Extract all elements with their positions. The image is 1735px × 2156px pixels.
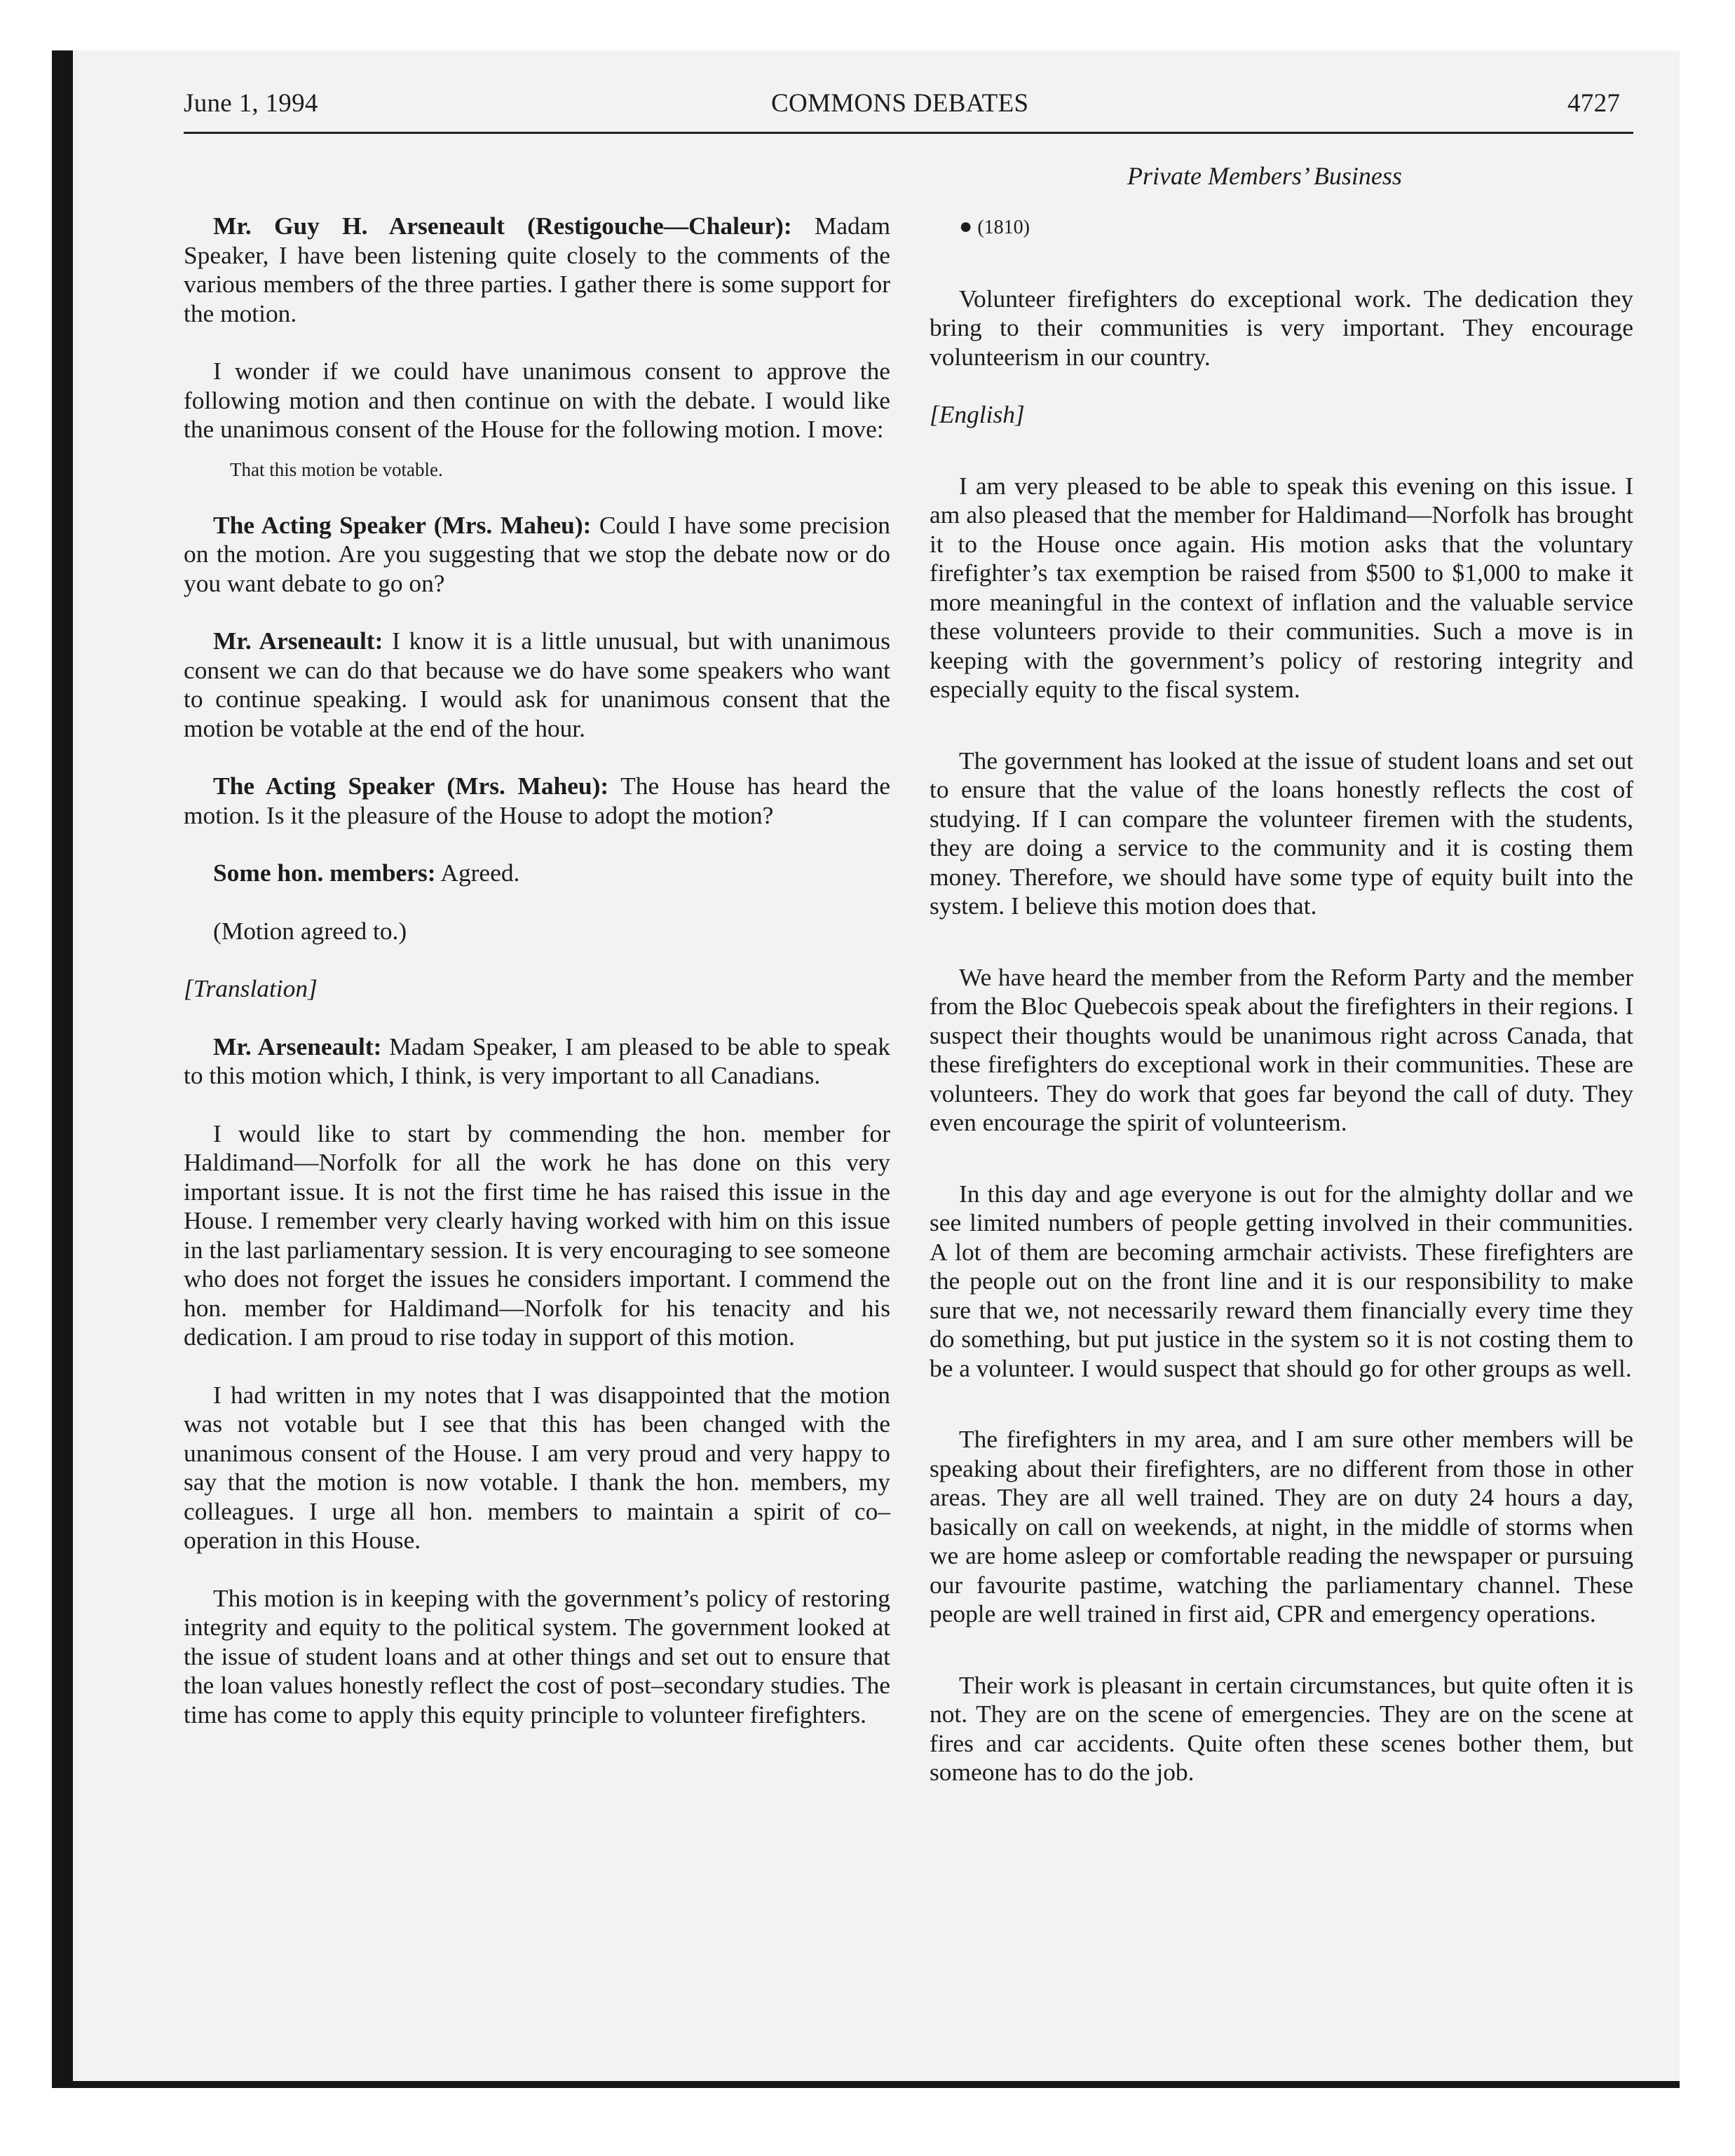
paragraph: Mr. Guy H. Arseneault (Restigouche—Chaleur): Madam Speaker, I have been listening quite closely to the comments of the various members of the three parties. I gather there is some support for the motion. (184, 212, 890, 327)
header-title: COMMONS DEBATES (771, 89, 1029, 118)
paragraph: I had written in my notes that I was disappointed that the motion was not votable but I see that this has been changed with the unanimous consent of the House. I am very proud and very happy to say that the motion is now votable. I thank the hon. members, my colleagues. I urge all hon. members to maintain a spirit of co–operation in this House. (184, 1380, 890, 1554)
paragraph: Mr. Arseneault: I know it is a little unusual, but with unanimous consent we can do that because we do have some speakers who want to continue speaking. I would ask for unanimous consent that the motion be votable at the end of the hour. (184, 627, 890, 742)
language-note: [English] (930, 400, 1025, 428)
speaker-name: Mr. Arseneault: (213, 1032, 382, 1060)
paragraph: I would like to start by commending the hon. member for Haldimand—Norfolk for all the work he has done on this very important issue. It is not the first time he has raised this issue in the House. I remember very clearly having worked with him on this issue in the last parliamentary session. It is very encouraging to see someone who does not forget the issues he considers important. I commend the hon. member for Haldimand—Norfolk for his tenacity and his dedication. I am proud to rise today in support of this motion. (184, 1119, 890, 1351)
paragraph: I am very pleased to be able to speak this evening on this issue. I am also pleased that the member for Haldimand—Norfolk has brought it to the House once again. His motion asks that the voluntary firefighter’s tax exemption be raised from $500 to $1,000 to make it more meaningful in the context of inflation and the valuable service these volunteers provide to their communities. Such a move is in keeping with the government’s policy of restoring integrity and especially equity to the fiscal system. (930, 471, 1633, 703)
paragraph: (Motion agreed to.) (213, 916, 407, 945)
paragraph: The government has looked at the issue of student loans and set out to ensure that the value of the loans honestly reflects the cost of studying. If I can compare the volunteer firemen with the students, they are doing a service to the community and it is costing them money. Therefore, we should have some type of equity built into the system. I believe this motion does that. (930, 746, 1633, 920)
speaker-name: Mr. Arseneault: (213, 627, 383, 655)
paragraph: Their work is pleasant in certain circumstances, but quite often it is not. They are on the scene of emergencies. They are on the scene at fires and car accidents. Quite often these scenes bother them, but someone has to do the job. (930, 1670, 1633, 1786)
paragraph: Some hon. members: Agreed. (213, 859, 520, 887)
speaker-name: Mr. Guy H. Arseneault (Restigouche—Chaleur): (213, 212, 792, 240)
page-number: 4727 (1567, 89, 1621, 118)
scan-edge-shadow-bottom (52, 2081, 1680, 2088)
time-marker: ● (1810) (959, 213, 1030, 238)
speaker-name: Some hon. members: (213, 859, 436, 887)
paragraph: We have heard the member from the Reform Party and the member from the Bloc Quebecois speak about the firefighters in their regions. I suspect their thoughts would be unanimous right across Canada, that these firefighters do exceptional work in their communities. These are volunteers. They do work that goes far beyond the call of duty. They even encourage the spirit of volunteerism. (930, 962, 1633, 1136)
paragraph: I wonder if we could have unanimous consent to approve the following motion and then continue on with the debate. I would like the unanimous consent of the House for the following motion. I move: (184, 357, 890, 443)
speaker-name: The Acting Speaker (Mrs. Maheu): (213, 510, 592, 539)
bullet-icon: ● (959, 213, 973, 238)
language-note: [Translation] (184, 974, 318, 1002)
speaker-name: The Acting Speaker (Mrs. Maheu): (213, 772, 609, 800)
paragraph: Mr. Arseneault: Madam Speaker, I am pleased to be able to speak to this motion which, I think, is very important to all Canadians. (184, 1032, 890, 1089)
scan-edge-shadow-left (52, 50, 73, 2088)
paragraph: Volunteer firefighters do exceptional work. The dedication they bring to their communities is very important. They encourage volunteerism in our country. (930, 284, 1633, 371)
header-rule (184, 132, 1633, 134)
paragraph: This motion is in keeping with the government’s policy of restoring integrity and equity to the political system. The government looked at the issue of student loans and at other things and set out to ensure that the loan values honestly reflect the cost of post–secondary studies. The time has come to apply this equity principle to volunteer firefighters. (184, 1583, 890, 1728)
paragraph: In this day and age everyone is out for the almighty dollar and we see limited numbers of people getting involved in their communities. A lot of them are becoming armchair activists. These firefighters are the people out on the front line and it is our responsibility to make sure that we, not necessarily reward them financially every time they do something, but put justice in the system so it is not costing them to be a volunteer. I would suspect that should go for other groups as well. (930, 1179, 1633, 1382)
header-date: June 1, 1994 (184, 89, 318, 118)
paragraph: The firefighters in my area, and I am sure other members will be speaking about their firefighters, are no different from those in other areas. They are all well trained. They are on duty 24 hours a day, basically on call on weekends, at night, in the middle of storms when we are home asleep or comfortable reading the newspaper or pursuing our favourite pastime, watching the parliamentary channel. These people are well trained in first aid, CPR and emergency operations. (930, 1425, 1633, 1628)
motion-quote: That this motion be votable. (230, 458, 443, 480)
right-column (930, 212, 1633, 1787)
running-head: Private Members’ Business (1127, 162, 1402, 190)
left-column (184, 212, 890, 1729)
paragraph: The Acting Speaker (Mrs. Maheu): Could I have some precision on the motion. Are you suggesting that we stop the debate now or do you want debate to go on? (184, 510, 890, 597)
paragraph: The Acting Speaker (Mrs. Maheu): The House has heard the motion. Is it the pleasure of the House to adopt the motion? (184, 772, 890, 829)
